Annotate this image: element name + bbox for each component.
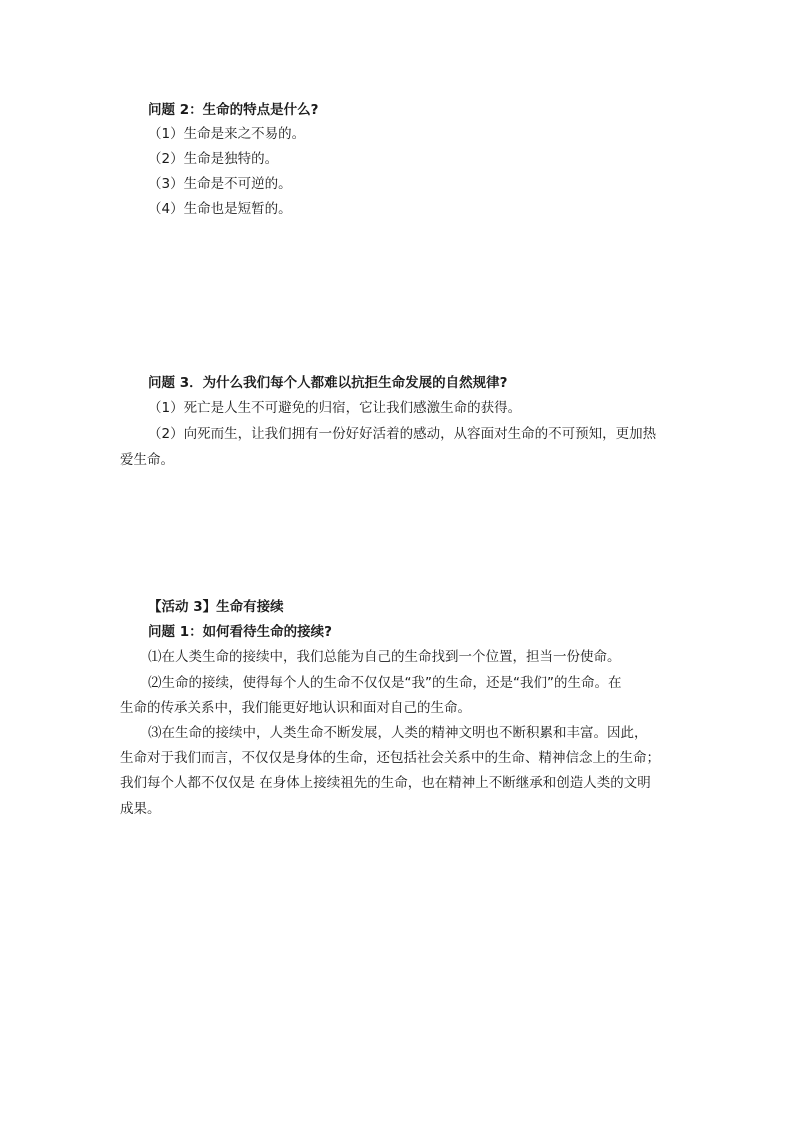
q3-paragraph-1: （1）死亡是人生不可避免的归宿，它让我们感激生命的获得。	[148, 400, 522, 416]
activity3-paragraph-1: ⑴在人类生命的接续中，我们总能为自己的生命找到一个位置，担当一份使命。	[148, 649, 621, 665]
q2-item-3: （3）生命是不可逆的。	[148, 176, 292, 192]
activity3-paragraph-3-line-3: 我们每个人都不仅仅是 在身体上接续祖先的生命，也在精神上不断继承和创造人类的文明	[120, 775, 651, 791]
activity3-paragraph-3-line-1: ⑶在生命的接续中，人类生命不断发展，人类的精神文明也不断积累和丰富。因此，	[148, 725, 648, 741]
activity3-heading: 【活动 3】生命有接续	[148, 599, 284, 615]
q2-item-2: （2）生命是独特的。	[148, 151, 279, 167]
activity3-paragraph-2-line-1: ⑵生命的接续，使得每个人的生命不仅仅是“我”的生命，还是“我们”的生命。在	[148, 675, 622, 691]
q3-title: 问题 3．为什么我们每个人都难以抗拒生命发展的自然规律?	[148, 375, 508, 391]
activity3-paragraph-2-line-2: 生命的传承关系中，我们能更好地认识和面对自己的生命。	[120, 700, 471, 716]
activity3-paragraph-3-line-4: 成果。	[120, 801, 161, 817]
q2-item-1: （1）生命是来之不易的。	[148, 126, 306, 142]
activity3-q1-title: 问题 1：如何看待生命的接续?	[148, 624, 332, 640]
activity3-paragraph-3-line-2: 生命对于我们而言，不仅仅是身体的生命，还包括社会关系中的生命、精神信念上的生命；	[120, 750, 660, 766]
q3-paragraph-2-line-2: 爱生命。	[120, 452, 174, 468]
q2-item-4: （4）生命也是短暂的。	[148, 201, 292, 217]
q3-paragraph-2-line-1: （2）向死而生，让我们拥有一份好好活着的感动，从容面对生命的不可预知，更加热	[148, 426, 657, 442]
q2-title: 问题 2：生命的特点是什么?	[148, 102, 319, 118]
